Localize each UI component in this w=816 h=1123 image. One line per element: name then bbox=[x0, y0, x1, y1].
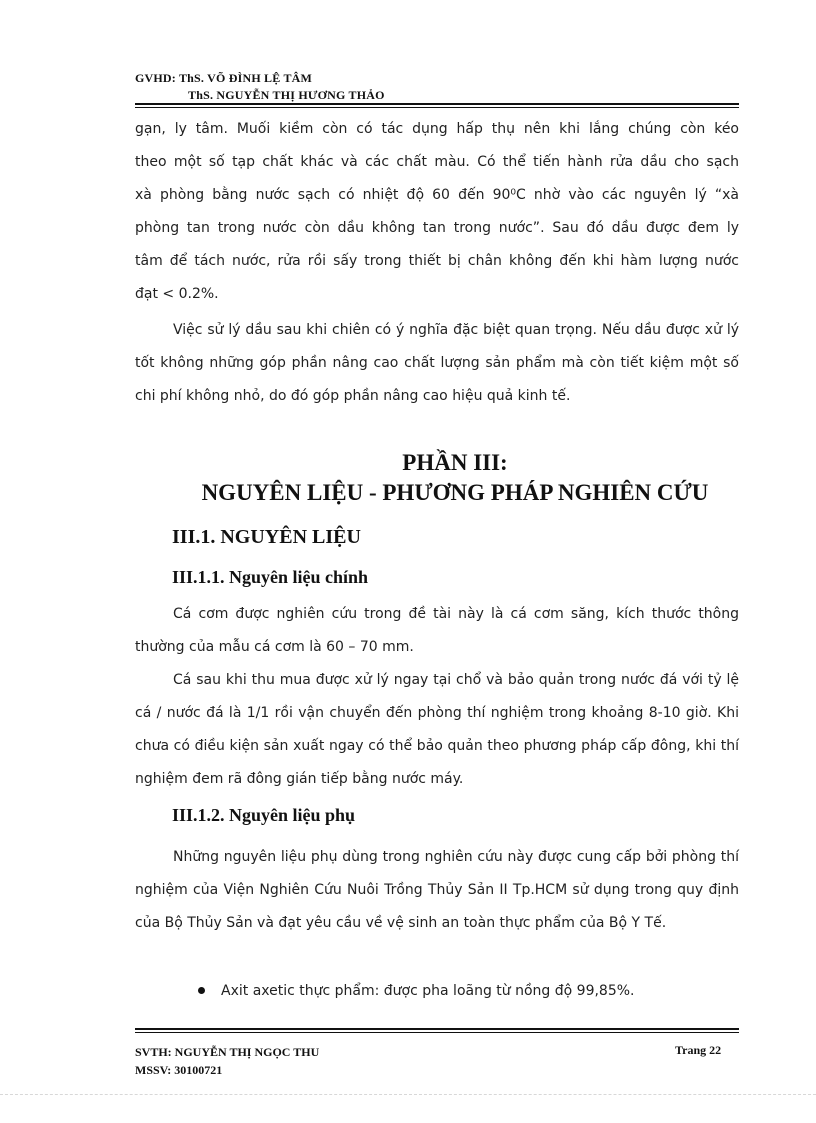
advisor-line-1: GVHD: ThS. VÕ ĐÌNH LỆ TÂM bbox=[135, 71, 313, 85]
intro-line: tâm để tách nước, rửa rồi sấy trong thiết bị chân không đến khi hàm lượng nước bbox=[135, 253, 739, 269]
section-heading-III-1-2: III.1.2. Nguyên liệu phụ bbox=[172, 805, 356, 825]
intro-line: gạn, ly tâm. Muối kiềm còn có tác dụng hấp thụ nên khi lắng chúng còn kéo bbox=[135, 121, 739, 137]
section-III-1-1-paragraph-2: Cá sau khi thu mua được xử lý ngay tại chổ và bảo quản trong nước đá với tỷ lệ cá / nước đá là 1/1 rồi vận chuyển đến phòng thí nghiệm trong khoảng 8-10 giờ. Khi chưa có điều kiện sản xuất ngay có thể bảo quản theo phương pháp cấp đông, khi thí nghiệm đem rã đông gián tiếp bằng nước máy. bbox=[135, 672, 739, 787]
footer-rule-thin bbox=[135, 1032, 739, 1033]
section-III-1-2-paragraph-1: Những nguyên liệu phụ dùng trong nghiên cứu này được cung cấp bởi phòng thí nghiệm của Viện Nghiên Cứu Nuôi Trồng Thủy Sản II Tp.HCM sử dụng trong quy định của Bộ Thủy Sản và đạt yêu cầu về vệ sinh an toàn thực phẩm của Bộ Y Tế. bbox=[135, 849, 739, 931]
intro-line: phòng tan trong nước còn dầu không tan trong nước”. Sau đó dầu được đem ly bbox=[135, 220, 739, 236]
part-title: PHẦN III: bbox=[402, 450, 508, 475]
header-rule-thin bbox=[135, 107, 739, 108]
bullet-dot-icon bbox=[198, 987, 205, 994]
part-subtitle: NGUYÊN LIỆU - PHƯƠNG PHÁP NGHIÊN CỨU bbox=[201, 480, 709, 505]
intro-line: đạt < 0.2%. bbox=[135, 286, 219, 302]
section-heading-III-1: III.1. NGUYÊN LIỆU bbox=[172, 526, 361, 548]
page-number: Trang 22 bbox=[675, 1043, 722, 1057]
page-footer bbox=[135, 1043, 319, 1079]
section-III-1-1-paragraph-1: Cá cơm được nghiên cứu trong đề tài này là cá cơm săng, kích thước thông thường của mẫu cá cơm là 60 – 70 mm. bbox=[135, 606, 739, 655]
intro-line: theo một số tạp chất khác và các chất màu. Có thể tiến hành rửa dầu cho sạch bbox=[135, 154, 739, 170]
page-edge-divider bbox=[0, 1094, 816, 1095]
section-heading-III-1-1: III.1.1. Nguyên liệu chính bbox=[172, 567, 369, 587]
advisor-line-2: ThS. NGUYỄN THỊ HƯƠNG THẢO bbox=[188, 88, 385, 102]
intro-line: xà phòng bằng nước sạch có nhiệt độ 60 đến 90⁰C nhờ vào các nguyên lý “xà bbox=[135, 187, 739, 203]
page-header bbox=[135, 70, 385, 104]
student-id: MSSV: 30100721 bbox=[135, 1063, 223, 1077]
intro-paragraph-1 bbox=[135, 113, 739, 311]
footer-rule-thick bbox=[135, 1028, 739, 1030]
header-rule-thick bbox=[135, 103, 739, 105]
bullet-item: Axit axetic thực phẩm: được pha loãng từ nồng độ 99,85%. bbox=[198, 983, 635, 999]
student-name: SVTH: NGUYỄN THỊ NGỌC THU bbox=[135, 1045, 320, 1059]
intro-paragraph-2: Việc sử lý dầu sau khi chiên có ý nghĩa đặc biệt quan trọng. Nếu dầu được xử lý tốt không những góp phần nâng cao chất lượng sản phẩm mà còn tiết kiệm một số chi phí không nhỏ, do đó góp phần nâng cao hiệu quả kinh tế. bbox=[135, 322, 739, 404]
